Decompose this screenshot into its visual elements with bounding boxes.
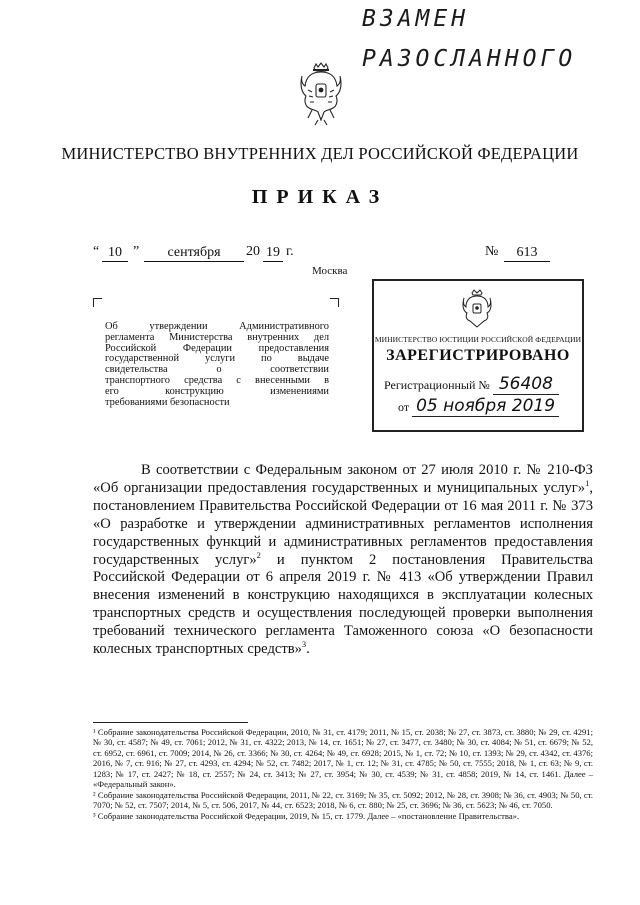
footnotes: [93, 727, 593, 821]
subject-line: требованиями безопасности: [105, 396, 230, 408]
date-day: 10: [102, 244, 128, 262]
footnote-separator: [93, 722, 248, 723]
subject-line: его конструкцию изменениями: [105, 385, 329, 397]
footnote-ref: 1: [585, 478, 590, 489]
subject-line: регламента Министерства внутренних дел: [105, 331, 329, 343]
footnote: ¹ Собрание законодательства Российской Федерации, 2010, № 31, ст. 4179; 2011, № 15, ст. 2038; № 27, ст. 3873, ст. 3880; № 29, ст. 4291; № 30, ст. 4587; № 49, ст. 7061; 2012, № 31, ст. 4322; 2013, № 14, ст. 1651; № 27, ст. 3477, ст. 3480; № 30, ст. 4084; № 51, ст. 6679; № 52, ст. 6952, ст. 6961, ст. 7009; 2014, № 26, ст. 3366; № 30, ст. 4264; № 49, ст. 6928; 2015, № 1, ст. 72; № 10, ст. 1393; № 29, ст. 4342, ст. 4376; 2016, № 7, ст. 916; № 27, ст. 4293, ст. 4294; № 52, ст. 7482; 2017, № 1, ст. 12; № 31, ст. 4785; № 50, ст. 7555; 2018, № 1, ст. 63; № 9, ст. 1283; № 17, ст. 2427; № 18, ст. 2557; № 24, ст. 3413; № 27, ст. 3954; № 30, ст. 4539; № 31, ст. 4858; 2019, № 14, ст. 1461. Далее – «Федеральный закон».: [93, 727, 593, 790]
handwritten-note-line2: РАЗОСЛАННОГО: [362, 46, 577, 72]
order-number-sign: №: [485, 244, 499, 259]
date-year-suffix: 19: [263, 244, 283, 262]
footnote: ² Собрание законодательства Российской Федерации, 2011, № 22, ст. 3169; № 35, ст. 5092; 2012, № 28, ст. 3908; № 36, ст. 4903; № 50, ст. 7070; № 52, ст. 7507; 2014, № 5, ст. 506, 2017, № 44, ст. 6523; 2018, № 6, ст. 880; № 25, ст. 3696; № 36, ст. 5623; № 46, ст. 7050.: [93, 789, 593, 811]
stamp-emblem-icon: [462, 289, 492, 331]
corner-bracket-right: [330, 298, 339, 307]
stamp-reg-number-row: [384, 374, 559, 395]
subject-line: Об утверждении Административного: [105, 321, 329, 332]
order-subject: [105, 322, 329, 408]
body-paragraph: [93, 462, 593, 659]
footnote-ref: 2: [256, 549, 261, 560]
subject-line: Российской Федерации предоставления: [105, 342, 329, 354]
stamp-reg-number: 56408: [493, 374, 559, 395]
ministry-title: МИНИСТЕРСТВО ВНУТРЕННИХ ДЕЛ РОССИЙСКОЙ ФЕДЕРАЦИИ: [61, 144, 579, 163]
stamp-date-label: от: [398, 400, 410, 414]
coat-of-arms-emblem: [300, 62, 342, 128]
body-text-part: В соответствии с Федеральным законом от 27 июля 2010 г. № 210-ФЗ «Об организации предоставления государственных и муниципальных услуг»: [93, 462, 593, 496]
body-text-part: , постановлением Правительства Российской Федерации от 16 мая 2011 г. № 373 «О разработке и утверждении административных регламентов исполнения государственных функций и административных регламентов предоставления государственных услуг»: [93, 479, 593, 568]
date-year-prefix: 20: [246, 244, 260, 259]
body-text-part: и пунктом 2 постановления Правительства Российской Федерации от 6 апреля 2019 г. № 413 «Об утверждении Правил внесения изменений в конструкцию находящихся в эксплуатации колесных транспортных средств и осуществления последующей проверки выполнения требований технического регламента Таможенного союза «О безопасности колесных транспортных средств»: [93, 551, 593, 658]
date-open-quote: “: [93, 244, 100, 259]
subject-line: государственной услуги по выдаче: [105, 353, 329, 365]
stamp-date-row: [398, 396, 559, 417]
subject-line: транспортного средства с внесенными в: [105, 374, 329, 386]
stamp-registered: ЗАРЕГИСТРИРОВАНО: [386, 347, 570, 364]
order-title: ПРИКАЗ: [251, 186, 389, 208]
date-year-unit: г.: [286, 244, 294, 259]
order-number: 613: [504, 244, 550, 262]
footnote: ³ Собрание законодательства Российской Федерации, 2019, № 15, ст. 1779. Далее – «постановление Правительства».: [93, 810, 520, 821]
stamp-ministry: МИНИСТЕРСТВО ЮСТИЦИИ РОССИЙСКОЙ ФЕДЕРАЦИИ: [374, 335, 582, 344]
subject-line: свидетельства о соответствии: [105, 364, 329, 376]
corner-bracket-left: [93, 298, 102, 307]
stamp-reg-label: Регистрационный №: [384, 378, 490, 392]
handwritten-note-line1: ВЗАМЕН: [362, 6, 470, 32]
stamp-date: 05 ноября 2019: [412, 396, 559, 417]
date-month: сентября: [144, 244, 244, 262]
city: Москва: [312, 265, 348, 277]
registration-stamp: [372, 279, 584, 432]
date-close-quote: ”: [133, 244, 140, 259]
body-text-part: .: [306, 641, 310, 658]
footnote-ref: 3: [301, 639, 307, 650]
